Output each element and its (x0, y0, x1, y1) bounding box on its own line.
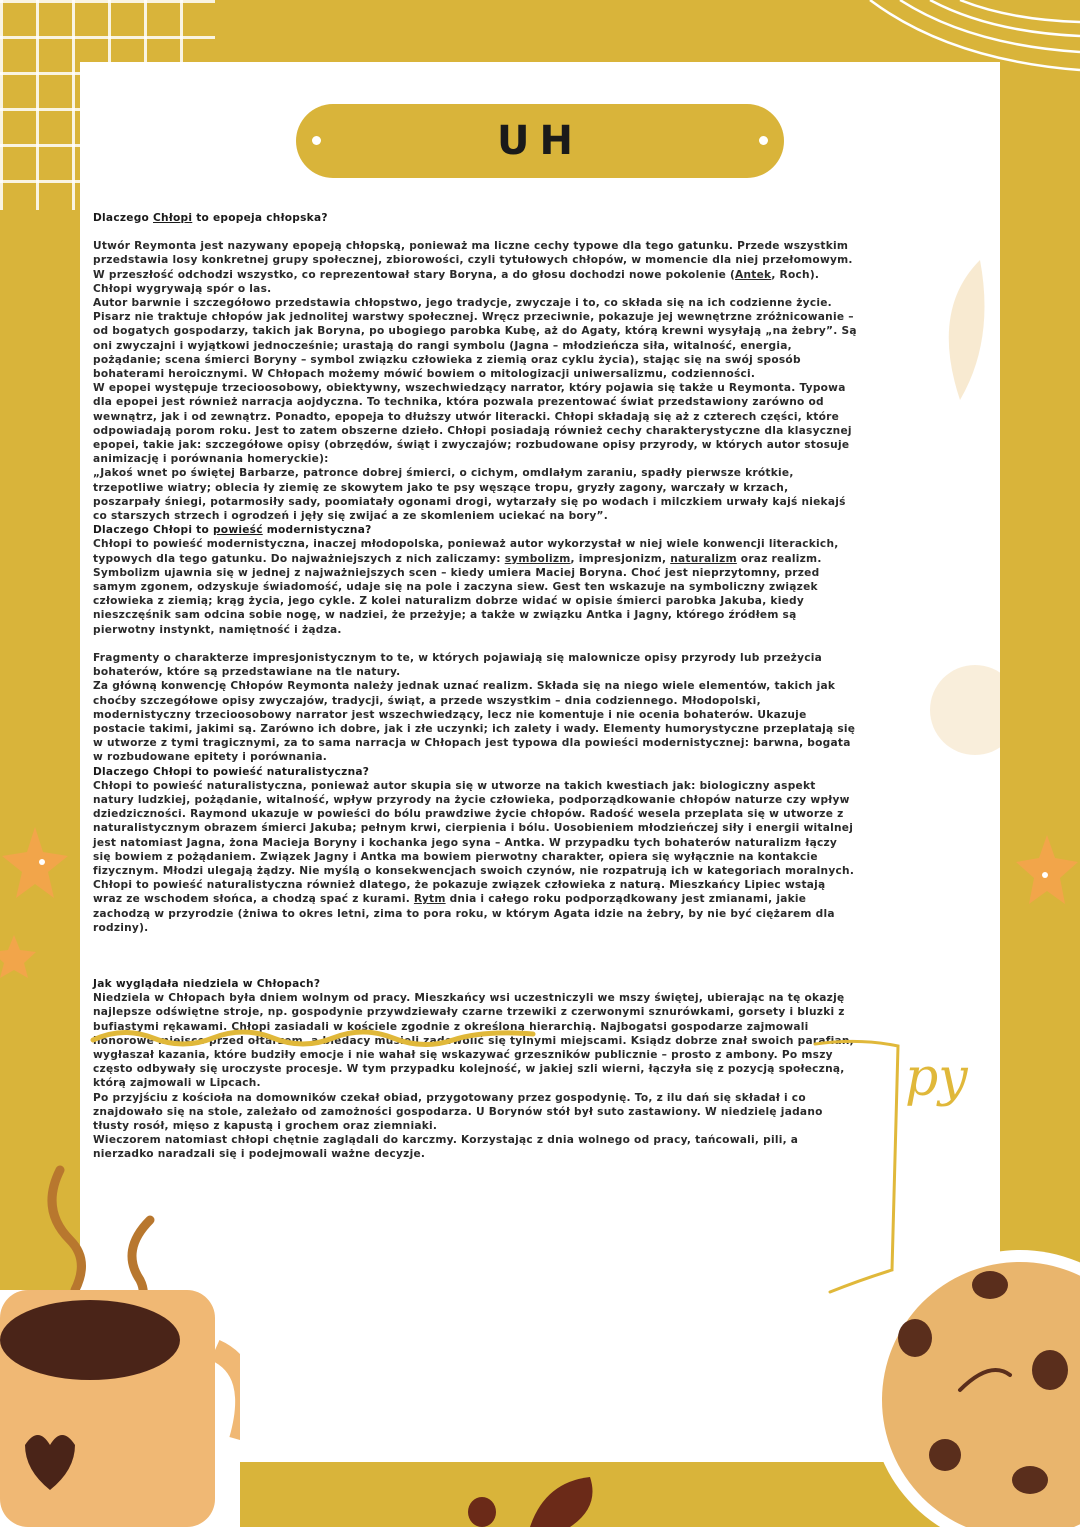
powiesc-link[interactable]: powieść (212, 524, 263, 537)
paragraph-text: Utwór Reymonta jest nazywany epopeją chłopską, ponieważ ma liczne cechy typowe dla tego gatunku. Przede wszystkim przedstawia losy konkretnej grupy społecznej, zbiorowości, czyli tytułowych chłopów, w momencie dla niej przełomowym. W przeszłość odchodzi wszystko, co reprezentował stary Boryna, a do głosu dochodzi nowe pokolenie ( (93, 240, 853, 281)
chlopi-link[interactable]: Chłopi (153, 212, 193, 224)
faint-leaf-decoration (900, 250, 1000, 410)
paragraph (93, 239, 858, 296)
title-banner (296, 104, 784, 178)
paragraph: Po przyjściu z kościoła na domowników czekał obiad, przygotowany przez gospodynię. To, z ilu dań się składał i co znajdowało się na stole, zależało od zamożności gospodarza. U Borynów stół był suto zastawiony. W niedzielę jadano tłusty rosół, mięso z kapustą i grochem oraz ziemniaki. (93, 1091, 823, 1132)
paragraph: Chłopi to powieść naturalistyczna, ponieważ autor skupia się w utworze na takich kwestiach jak: biologiczny aspekt natury ludzkiej, pożądanie, witalność, wpływ przyrody na życie człowieka, podporządkowanie chłopów naturze czy wpływ dziedziczności. Raymond ukazuje w powieści do bólu prawdziwe życie chłopów. Radość wesela przeplata się w utworze z naturalistycznym obrazem śmierci Jakuba; pełnym krwi, cierpienia i bólu. Uosobieniem młodzieńczej siły i energii witalnej jest natomiast Jagna, żona Macieja Boryny i kochanka jego syna – Antka. W przypadku tych bohaterów naturalizm łączy się bowiem z pożądaniem. Związek Jagny i Antka ma bowiem pierwotny charakter, opiera się wyłącznie na kontakcie fizycznym. Młodzi ulegają żądzy. Nie myślą o konsekwencjach swoich czynów, nie rozpatrują ich w kategoriach moralnych. (93, 779, 855, 877)
heading-niedziela: Jak wyglądała niedziela w Chłopach? (93, 977, 321, 990)
paragraph: Autor barwnie i szczegółowo przedstawia chłopstwo, jego tradycje, zwyczaje i to, co składa się na ich codzienne życie. Pisarz nie traktuje chłopów jak jednolitej warstwy społecznej. Wręcz przeciwnie, pokazuje jej wewnętrzne zróżnicowanie – od bogatych gospodarzy, takich jak Boryna, po ubogiego parobka Kubę, aż do Agaty, którą krewni wysyłają „na żebry”. Są oni zwyczajni i wyjątkowi jednocześnie; urastają do rangi symbolu (Jagna – młodzieńcza siła, witalność, energia, pożądanie; scena śmierci Boryny – symbol związku człowieka z ziemią oraz cyklu życia), stając się na swój sposób bohaterami heroicznymi. W Chłopach możemy mówić bowiem o mitologizacji uniwersalizmu, codzienności. (93, 297, 857, 381)
paragraph-text: , impresjonizm, (570, 552, 671, 565)
heading-modernistyczna (93, 523, 858, 537)
wavy-line-decoration (88, 1018, 548, 1058)
quote: „Jakoś wnet po świętej Barbarze, patronce dobrej śmierci, o cichym, omdlałym zaraniu, spadły pierwsze krótkie, trzepotliwe wiatry; oblecia ły ziemię ze skowytem jako te psy węszące tropu, gryzły zagony, warczały w krzach, poszarpały śniegi, potarmosiły sady, poomiatały ogonami drogi, wytarzały się po wodach i milczkiem urwały kajś niekajś co starszych strzech i ogrodzeń i jęły się zwijać a ze skomleniem uciekać na bory”. (93, 467, 846, 523)
paragraph-text: Chłopi to powieść modernistyczna, inaczej młodopolska, ponieważ autor wykorzystał w niej wiele konwencji literackich, typowych dla tego gatunku. Do najważniejszych z nich zaliczamy: (93, 538, 839, 565)
symbolizm-link[interactable]: symbolizm (504, 552, 571, 565)
faint-circle-decoration (905, 660, 1000, 770)
pill-dot-right (759, 136, 768, 145)
paragraph-text: dnia i całego roku podporządkowany jest zmianami, jakie zachodzą w przyrodzie (żniwa to okres letni, zima to pora roku, w którym Agata idzie na żebry, by nie być ciężarem dla rodziny). (93, 893, 835, 934)
bottom-leaf-decoration (450, 1462, 630, 1527)
handwriting-note: py (905, 1048, 968, 1108)
heading-text: to epopeja chłopska? (192, 212, 328, 224)
star-icon (0, 822, 70, 902)
page-title: UH (497, 118, 583, 164)
mug-illustration (0, 1140, 240, 1527)
paragraph-text: , Roch). Chłopi wygrywają spór o las. (93, 268, 820, 295)
paragraph: Wieczorem natomiast chłopi chętnie zaglądali do karczmy. Korzystając z dnia wolnego od pracy, tańcowali, pili, a nierzadko naradzali się i podejmowali ważne decyzje. (93, 1134, 799, 1161)
rytm-link[interactable]: Rytm (413, 893, 446, 906)
paragraph: Za główną konwencję Chłopów Reymonta należy jednak uznać realizm. Składa się na niego wiele elementów, takich jak choćby szczegółowe opisy zwyczajów, tradycji, świąt, a przede wszystkim – dnia codziennego. Młodopolski, modernistyczny trzecioosobowy narrator jest wszechwiedzący, lecz nie komentuje i nie ocenia bohaterów. Ukazuje postacie takimi, jakimi są. Zarówno ich dobre, jak i złe uczynki; ich zalety i wady. Elementy humorystyczne przeplatają się w utworze z tymi tragicznymi, za to sama narracja w Chłopach jest typowa dla powieści modernistycznej: barwna, bogata w rozbudowane epitety i porównania. (93, 680, 856, 764)
heading-epopeja (93, 211, 858, 225)
paragraph (93, 537, 858, 565)
star-icon (0, 930, 38, 980)
antek-link[interactable]: Antek (735, 268, 772, 281)
cookie-illustration (860, 1250, 1080, 1527)
naturalizm-link[interactable]: naturalizm (670, 552, 737, 565)
pill-dot-left (312, 136, 321, 145)
paragraph-text: oraz realizm. (736, 552, 822, 565)
paragraph: Niedziela w Chłopach była dniem wolnym od pracy. Mieszkańcy wsi uczestniczyli we mszy świętej, ubierając na tę okazję najlepsze odświętne stroje, np. gospodynie przywdziewały czarne trzewiki z czerwonymi sznurówkami, gorsety i bluzki z bufiastymi rękawami. Chłopi zasiadali w kościele zgodnie z określoną hierarchią. Najbogatsi gospodarze zajmowali honorowe miejsce przed ołtarzem, a biedacy musieli zadowolić się tylnymi miejscami. Ksiądz dobrze znał swoich parafian, wygłaszał kazania, które budziły emocje i nie wahał się wskazywać grzeszników publicznie – prosto z ambony. Po mszy często odbywały się uroczyste procesje. W tym przypadku kolejność, w jakiej szli wierni, łączyła się z pozycją społeczną, którą zajmowali w Lipcach. (93, 992, 854, 1090)
paragraph-text: Chłopi to powieść naturalistyczna również dlatego, że pokazuje związek człowieka z naturą. Mieszkańcy Lipiec wstają wraz ze wschodem słońca, a chodzą spać z kurami. (93, 879, 826, 906)
heading-text: Dlaczego Chłopi to (93, 524, 213, 537)
paragraph (93, 878, 858, 935)
paragraph: Fragmenty o charakterze impresjonistycznym to te, w których pojawiają się malownicze opisy przyrody lub przeżycia bohaterów, które są przedstawiane na tle natury. (93, 651, 823, 679)
paragraph: W epopei występuje trzecioosobowy, obiektywny, wszechwiedzący narrator, który pojawia się także u Reymonta. Typowa dla epopei jest również narracja aojdyczna. To technika, która pozwala prezentować świat przedstawiony zarówno od wewnątrz, jak i od zewnątrz. Ponadto, epopeja to dłuższy utwór literacki. Chłopi składają się aż z czterech części, które odpowiadają porom roku. Jest to zatem obszerne dzieło. Chłopi posiadają również cechy charakterystyczne dla klasycznej epopei, takie jak: szczegółowe opisy (obrzędów, świąt i zwyczajów; rozbudowane opisy przyrody, w których autor stosuje animizację i porównania homeryckie): (93, 382, 852, 466)
heading-naturalistyczna: Dlaczego Chłopi to powieść naturalistyczna? (93, 765, 370, 778)
heading-text: modernistyczna? (262, 524, 372, 537)
star-icon (1015, 830, 1080, 910)
heading-text: Dlaczego (93, 212, 154, 224)
paragraph: Symbolizm ujawnia się w jednej z najważniejszych scen – kiedy umiera Maciej Boryna. Choć jest nieprzytomny, przed samym zgonem, odzyskuje świadomość, udaje się na pole i zaczyna siew. Gest ten wskazuje na symboliczny związek człowieka z ziemią; krąg życia, jego cykle. Z kolei naturalizm dobrze widać w opisie śmierci parobka Jakuba, kiedy nieszczęśnik sam odcina sobie nogę, w nadziei, że przeżyje; a także w związku Antka i Jagny, którego źródłem są pierwotny instynkt, namiętność i żądza. (93, 566, 820, 636)
